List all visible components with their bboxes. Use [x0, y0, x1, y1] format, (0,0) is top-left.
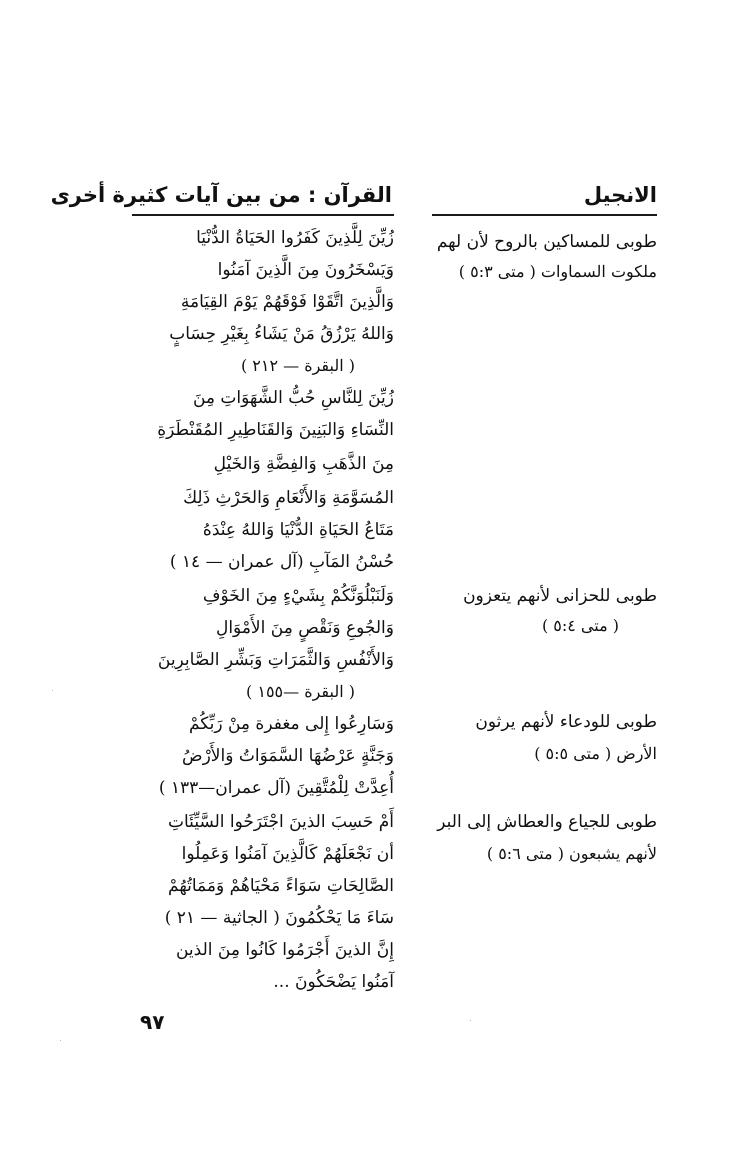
scan-speck: [60, 1040, 61, 1041]
quran-line: زُيِّنَ لِلنَّاسِ حُبُّ الشَّهَوَاتِ مِنَ: [192, 388, 394, 408]
gospel-reference-line: ( متى ٥:٤ ): [541, 616, 619, 635]
gospel-column: [425, 180, 657, 210]
quran-reference: ( البقرة —١٥٥ ): [246, 682, 355, 701]
quran-line: وَالأَنْفُسِ وَالثَّمَرَاتِ وَبَشِّرِ الصَّابِرِينَ: [157, 650, 394, 670]
quran-line: النِّسَاءِ وَالبَنِينَ وَالقَنَاطِيرِ المُقَنْطَرَةِ: [157, 420, 394, 440]
scan-speck: [52, 690, 53, 691]
gospel-reference-line: الأرض ( متى ٥:٥ ): [534, 744, 657, 763]
quran-line: أُعِدَّتْ لِلْمُتَّقِينَ (آل عمران—١٣٣ ): [158, 778, 394, 798]
gospel-heading: الانجيل: [583, 183, 657, 207]
quran-line: وَسَارِعُوا إِلى مغفرة مِنْ رَبِّكُمْ: [188, 714, 394, 734]
quran-line: وَاللهُ يَرْزُقُ مَنْ يَشَاءُ بِغَيْرِ حِسَابٍ: [169, 324, 394, 344]
quran-line: وَالَّذِينَ اتَّقَوْا فَوْقَهُمْ يَوْمَ القِيَامَةِ: [180, 292, 394, 312]
quran-column: [50, 180, 394, 210]
scan-speck: [470, 1020, 471, 1021]
quran-line: مَتَاعُ الحَيَاةِ الدُّنْيَا وَاللهُ عِنْدَهُ: [202, 520, 394, 540]
quran-line: زُيِّنَ لِلَّذِينَ كَفَرُوا الحَيَاةُ الدُّنْيَا: [196, 228, 394, 248]
quran-line: وَيَسْخَرُونَ مِنَ الَّذِينَ آمَنُوا: [217, 260, 394, 280]
quran-line: مِنَ الذَّهَبِ وَالفِضَّةِ وَالخَيْلِ: [213, 454, 394, 474]
quran-line: حُسْنُ المَآبِ (آل عمران — ١٤ ): [169, 552, 394, 572]
gospel-line: طوبى للحزانى لأنهم يتعزون: [463, 586, 657, 606]
gospel-line: طوبى للجياع والعطاش إلى البر: [437, 812, 657, 832]
page-number: ٩٧: [140, 1010, 165, 1034]
quran-line: إِنَّ الذينَ أَجْرَمُوا كَانُوا مِنَ الذين: [175, 940, 394, 960]
quran-line: أن نَجْعَلَهُمْ كَالَّذِينَ آمَنُوا وَعَمِلُوا: [181, 844, 394, 864]
gospel-line: طوبى للودعاء لأنهم يرثون: [475, 712, 657, 732]
gospel-line: طوبى للمساكين بالروح لأن لهم: [436, 232, 657, 252]
quran-line: وَالجُوعِ وَنَقْصٍ مِنَ الأَمْوَالِ: [215, 618, 394, 638]
gospel-reference-line: لأنهم يشبعون ( متى ٥:٦ ): [486, 844, 657, 863]
quran-line: المُسَوَّمَةِ وَالأَنْعَامِ وَالحَرْثِ ذَلِكَ: [183, 488, 394, 508]
quran-reference: ( البقرة — ٢١٢ ): [240, 356, 355, 375]
quran-heading: القرآن : من بين آيات كثيرة أخرى: [50, 183, 392, 207]
quran-line: وَلَنَبْلُوَنَّكُمْ بِشَيْءٍ مِنَ الخَوْفِ: [202, 586, 394, 606]
gospel-reference-line: ملكوت السماوات ( متى ٥:٣ ): [458, 262, 657, 281]
quran-line: آمَنُوا يَضْحَكُونَ ...: [273, 972, 394, 992]
quran-line: الصَّالِحَاتِ سَوَاءً مَحْيَاهُمْ وَمَمَاتُهُمْ: [168, 876, 394, 896]
gospel-heading-rule: [432, 214, 657, 216]
quran-line: سَاءَ مَا يَحْكُمُونَ ( الجاثية — ٢١ ): [164, 908, 394, 928]
quran-line: وَجَنَّةٍ عَرْضُهَا السَّمَوَاتُ وَالأَرْضُ: [182, 746, 394, 766]
quran-heading-rule: [132, 214, 394, 216]
quran-line: أَمْ حَسِبَ الذينَ اجْتَرَحُوا السَّيِّئَاتِ: [168, 812, 394, 832]
